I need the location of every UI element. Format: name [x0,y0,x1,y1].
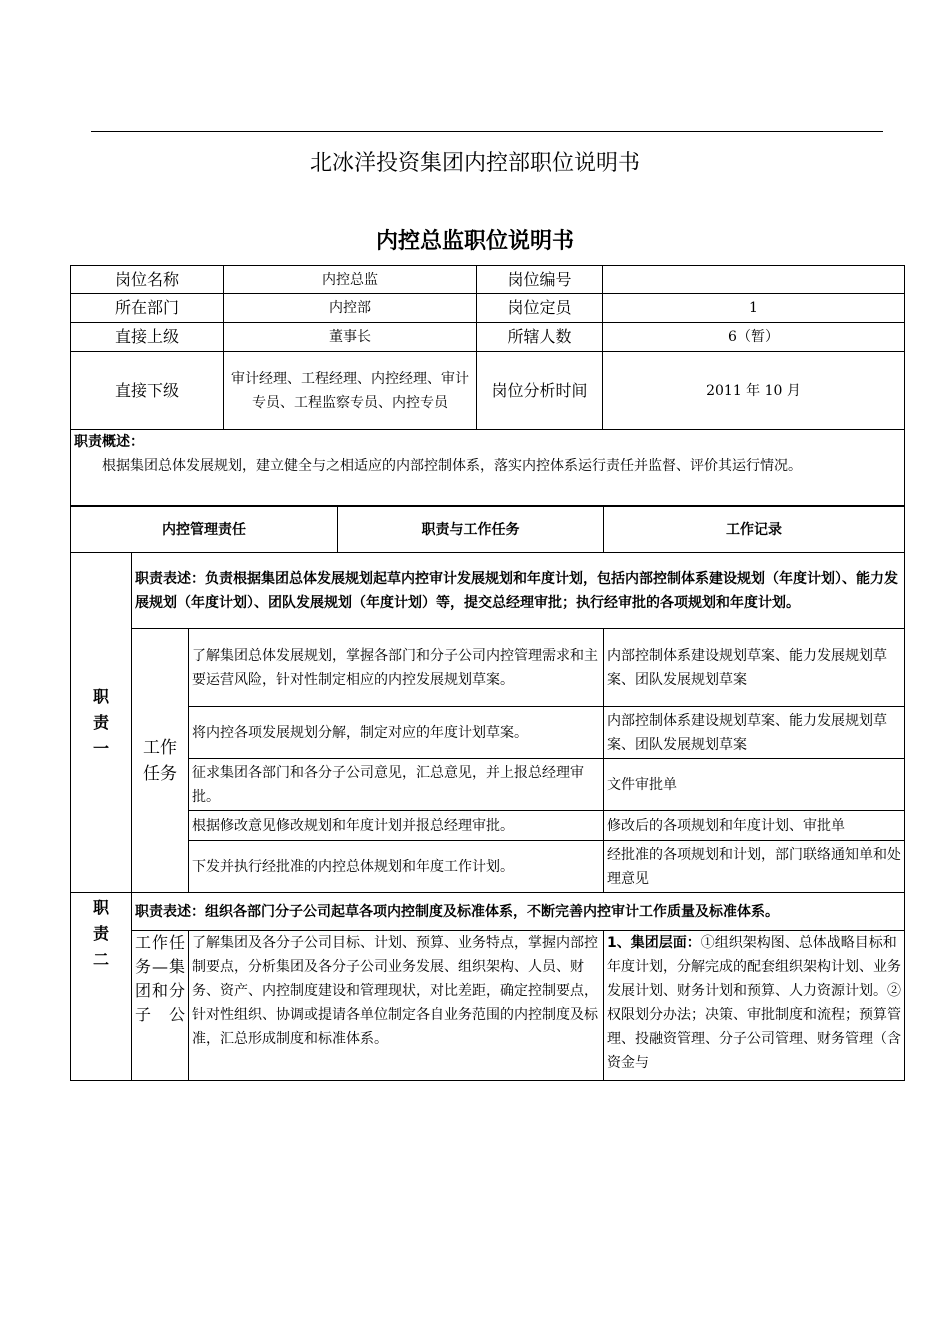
headcount-value: 1 [603,294,905,323]
position-name-label: 岗位名称 [71,266,224,294]
duty1-task-1: 了解集团总体发展规划，掌握各部门和分子公司内控管理需求和主要运营风险，针对性制定相应的内控发展规划草案。 [189,629,604,707]
duty2-record-heading: 1、集团层面： [607,935,701,951]
overview-cell [71,430,905,506]
position-no-label: 岗位编号 [477,266,603,294]
duty1-record-5: 经批准的各项规划和计划，部门联络通知单和处理意见 [604,841,905,893]
duty2-label [71,893,132,1081]
duty2-task-label [132,931,189,1081]
duty2-task [189,931,604,1081]
col-header-responsibility: 内控管理责任 [71,507,338,553]
superior-value: 董事长 [224,323,477,352]
subordinates-label: 直接下级 [71,352,224,430]
duty1-label [71,553,132,893]
duty-header-table [70,506,905,553]
analysis-time-value: 2011 年 10 月 [603,352,905,430]
superior-label: 直接上级 [71,323,224,352]
duty1-task-5: 下发并执行经批准的内控总体规划和年度工作计划。 [189,841,604,893]
duty2-task-label-text: 工作任务—集团和分子公 [135,933,185,1024]
duties-table [70,552,905,1081]
duty1-task-label-text: 工作任务 [143,737,177,784]
department-value: 内控部 [224,294,477,323]
duty1-statement: 职责表述：负责根据集团总体发展规划起草内控审计发展规划和年度计划，包括内部控制体系建设规划（年度计划）、能力发展规划（年度计划）、团队发展规划（年度计划）等，提交总经理审批；执行经审批的各项规划和年度计划。 [132,553,905,629]
subordinates-value: 审计经理、工程经理、内控经理、审计专员、工程监察专员、内控专员 [224,352,477,430]
overview-text: 根据集团总体发展规划，建立健全与之相适应的内部控制体系，落实内控体系运行责任并监督、评价其运行情况。 [102,458,802,474]
duty1-task-4: 根据修改意见修改规划和年度计划并报总经理审批。 [189,811,604,841]
duty2-statement: 职责表述：组织各部门分子公司起草各项内控制度及标准体系，不断完善内控审计工作质量及标准体系。 [132,893,905,931]
duty1-record-3: 文件审批单 [604,759,905,811]
managed-value: 6（暂） [603,323,905,352]
analysis-time-label: 岗位分析时间 [477,352,603,430]
duty1-task-label [132,629,189,893]
headcount-label: 岗位定员 [477,294,603,323]
duty1-task-3: 征求集团各部门和各分子公司意见，汇总意见，并上报总经理审批。 [189,759,604,811]
duty1-record-4: 修改后的各项规划和年度计划、审批单 [604,811,905,841]
overview-heading: 职责概述： [74,434,144,450]
position-name-value: 内控总监 [224,266,477,294]
info-table [70,265,905,506]
col-header-tasks: 职责与工作任务 [338,507,604,553]
duty1-record-1: 内部控制体系建设规划草案、能力发展规划草案、团队发展规划草案 [604,629,905,707]
duty2-record-text: ①组织架构图、总体战略目标和年度计划，分解完成的配套组织架构计划、业务发展计划、财务计划和预算、人力资源计划。②权限划分办法；决策、审批制度和流程；预算管理、投融资管理、分子公司管理、财务管理（含资金与 [607,935,901,1071]
org-title: 北冰洋投资集团内控部职位说明书 [309,151,640,176]
department-label: 所在部门 [71,294,224,323]
duty2-label-text: 职责二 [92,898,109,969]
managed-label: 所辖人数 [477,323,603,352]
header-rule [91,131,883,132]
duty1-task-2: 将内控各项发展规划分解，制定对应的年度计划草案。 [189,707,604,759]
duty1-label-text: 职责一 [92,686,109,758]
position-no-value [603,266,905,294]
duty2-task-text: 了解集团及各分子公司目标、计划、预算、业务特点，掌握内部控制要点，分析集团及各分子公司业务发展、组织架构、人员、财务、资产、内控制度建设和管理现状，对比差距，确定控制要点，针对性组织、协调或提请各单位制定各自业务范围的内控制度及标准，汇总形成制度和标准体系。 [192,935,598,1047]
duty1-record-2: 内部控制体系建设规划草案、能力发展规划草案、团队发展规划草案 [604,707,905,759]
doc-title: 内控总监职位说明书 [375,229,574,254]
col-header-records: 工作记录 [604,507,905,553]
duty2-record [604,931,905,1081]
